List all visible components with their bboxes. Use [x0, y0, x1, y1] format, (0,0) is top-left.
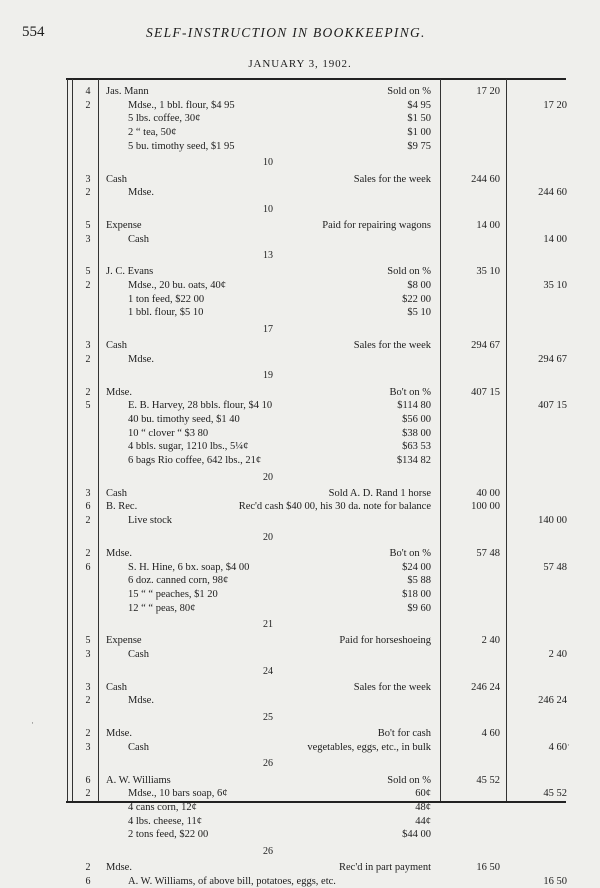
- debit-amount: 2 40: [481, 635, 500, 647]
- credit-amount: 45 52: [543, 788, 567, 800]
- explanation-text: Rec'd cash $40 00, his 30 da. note for balance: [238, 501, 431, 513]
- account-text: Mdse.: [128, 187, 154, 199]
- account-text: Cash: [128, 233, 149, 245]
- journal-line: [0, 862, 600, 874]
- ledger-ref: 4: [85, 86, 91, 97]
- journal-line: [0, 428, 600, 440]
- account-text: Cash: [106, 340, 127, 352]
- debit-amount: 246 24: [471, 681, 500, 693]
- account-text: Mdse., 10 bars soap, 6¢: [128, 788, 228, 800]
- journal-line: [0, 187, 600, 199]
- ledger-ref: 5: [85, 219, 91, 231]
- journal-line: [0, 589, 600, 601]
- entry-date: 10: [263, 203, 273, 215]
- ledger-ref: 2: [85, 515, 91, 527]
- debit-amount: 45 52: [476, 774, 500, 786]
- explanation-text: $18 00: [402, 588, 431, 600]
- debit-amount: 17 20: [476, 86, 500, 97]
- explanation-text: $44 00: [402, 829, 431, 841]
- explanation-text: Sold on %: [387, 86, 431, 97]
- ledger-ref: 5: [85, 400, 91, 412]
- account-text: 12 “ “ peas, 80¢: [128, 602, 196, 614]
- journal-line: [0, 742, 600, 754]
- ledger-ref: 6: [85, 501, 91, 513]
- explanation-text: 48¢: [415, 801, 431, 813]
- entry-date: 13: [263, 250, 273, 262]
- explanation-text: $4 95: [407, 99, 431, 111]
- journal-line: [0, 603, 600, 615]
- journal-line: [0, 414, 600, 426]
- journal-line: [0, 441, 600, 453]
- credit-amount: 294 67: [538, 353, 567, 365]
- entry-date: 20: [263, 531, 273, 543]
- credit-amount: 244 60: [538, 187, 567, 199]
- ledger-ref: 2: [85, 353, 91, 365]
- journal-line: [0, 113, 600, 125]
- ledger-ref: 3: [85, 681, 91, 693]
- journal-line: [0, 695, 600, 707]
- account-text: 2 tons feed, $22 00: [128, 829, 209, 841]
- journal-line: [0, 280, 600, 292]
- journal-line: [0, 307, 600, 319]
- running-head: SELF-INSTRUCTION IN BOOKKEEPING.: [146, 25, 426, 40]
- account-text: J. C. Evans: [106, 266, 154, 278]
- ledger-ref: 6: [85, 774, 91, 786]
- journal-date: JANUARY 3, 1902.: [248, 58, 352, 70]
- explanation-text: vegetables, eggs, etc., in bulk: [307, 741, 431, 753]
- account-text: 4 bbls. sugar, 1210 lbs., 5¼¢: [128, 441, 249, 453]
- credit-amount: 140 00: [538, 515, 567, 527]
- account-text: Mdse.: [128, 695, 154, 707]
- journal-line: [0, 174, 600, 186]
- account-text: Expense: [106, 219, 142, 231]
- explanation-text: $5 88: [407, 575, 431, 587]
- account-text: Mdse., 1 bbl. flour, $4 95: [128, 99, 235, 111]
- journal-line: [0, 387, 600, 399]
- journal-line: [0, 266, 600, 278]
- explanation-text: $38 00: [402, 427, 431, 439]
- ledger-ref: 6: [85, 875, 91, 887]
- journal-line: [0, 488, 600, 500]
- account-text: 6 doz. canned corn, 98¢: [128, 575, 229, 587]
- credit-amount: 17 20: [543, 99, 567, 111]
- explanation-text: Rec'd in part payment: [339, 862, 431, 873]
- explanation-text: Sold A. D. Rand 1 horse: [328, 487, 431, 499]
- ledger-ref: 3: [85, 173, 91, 185]
- account-text: Mdse.: [106, 547, 132, 559]
- credit-amount: 4 60: [548, 741, 567, 753]
- entry-date: 26: [263, 758, 273, 770]
- journal-line: [0, 682, 600, 694]
- debit-amount: 4 60: [481, 728, 500, 740]
- account-text: Mdse.: [106, 728, 132, 740]
- journal-line: [0, 400, 600, 412]
- journal-line: [0, 340, 600, 352]
- account-text: Cash: [128, 741, 149, 753]
- explanation-text: Sales for the week: [353, 340, 431, 352]
- explanation-text: Sales for the week: [353, 173, 431, 185]
- credit-amount: 14 00: [543, 233, 567, 245]
- explanation-text: $1 50: [407, 113, 431, 125]
- account-text: Mdse.: [106, 862, 132, 873]
- ledger-ref: 6: [85, 561, 91, 573]
- explanation-text: Sold on %: [387, 774, 431, 786]
- account-text: 15 “ “ peaches, $1 20: [128, 588, 218, 600]
- entry-date: 25: [263, 711, 273, 723]
- explanation-text: $9 75: [407, 140, 431, 152]
- account-text: Cash: [106, 487, 127, 499]
- credit-amount: 16 50: [543, 875, 567, 887]
- journal-line: [0, 728, 600, 740]
- journal-line: [0, 234, 600, 246]
- explanation-text: $114 80: [397, 400, 431, 412]
- debit-amount: 407 15: [471, 386, 500, 398]
- explanation-text: $8 00: [407, 280, 431, 291]
- account-text: Jas. Mann: [106, 86, 149, 97]
- entry-date: 20: [263, 471, 273, 483]
- account-text: Mdse., 20 bu. oats, 40¢: [128, 280, 226, 291]
- account-text: 5 lbs. coffee, 30¢: [128, 113, 201, 125]
- entry-date: 17: [263, 323, 273, 335]
- account-text: Cash: [106, 173, 127, 185]
- credit-amount: 57 48: [543, 561, 567, 573]
- journal-line: [0, 548, 600, 560]
- journal-line: [0, 775, 600, 787]
- explanation-text: Bo't for cash: [377, 728, 431, 740]
- account-text: S. H. Hine, 6 bx. soap, $4 00: [128, 561, 250, 573]
- entry-date: 21: [263, 619, 273, 631]
- account-text: 1 bbl. flour, $5 10: [128, 307, 204, 319]
- journal-line: [0, 788, 600, 800]
- ledger-ref: 2: [85, 547, 91, 559]
- account-text: 4 lbs. cheese, 11¢: [128, 815, 202, 827]
- ledger-ref: 2: [85, 99, 91, 111]
- account-text: 6 bags Rio coffee, 642 lbs., 21¢: [128, 455, 262, 466]
- explanation-text: $22 00: [402, 293, 431, 305]
- credit-amount: 2 40: [548, 649, 567, 660]
- journal-line: [0, 816, 600, 828]
- account-text: A. W. Williams: [106, 774, 171, 786]
- ledger-ref: 3: [85, 233, 91, 245]
- debit-amount: 16 50: [476, 862, 500, 873]
- ledger-ref: 2: [85, 187, 91, 199]
- explanation-text: $1 00: [407, 127, 431, 139]
- journal-line: [0, 515, 600, 527]
- entry-date: 24: [263, 665, 273, 677]
- debit-amount: 14 00: [476, 219, 500, 231]
- account-text: B. Rec.: [106, 501, 138, 513]
- account-text: 2 “ tea, 50¢: [128, 127, 177, 139]
- debit-amount: 40 00: [476, 487, 500, 499]
- account-text: Mdse.: [106, 386, 132, 398]
- debit-amount: 244 60: [471, 173, 500, 185]
- explanation-text: Bo't on %: [389, 547, 431, 559]
- journal-line: [0, 354, 600, 366]
- explanation-text: Sold on %: [387, 266, 431, 278]
- journal-line: [0, 100, 600, 112]
- account-text: 40 bu. timothy seed, $1 40: [128, 413, 240, 425]
- journal-line: [0, 501, 600, 513]
- ledger-ref: 5: [85, 266, 91, 278]
- account-text: Live stock: [128, 515, 173, 527]
- debit-amount: 57 48: [476, 547, 500, 559]
- ledger-ref: 2: [85, 280, 91, 291]
- journal-line: [0, 294, 600, 306]
- account-text: 5 bu. timothy seed, $1 95: [128, 140, 235, 152]
- ledger-ref: 2: [85, 728, 91, 740]
- page-speck: ·: [567, 740, 570, 750]
- journal-line: [0, 575, 600, 587]
- journal-line: [0, 127, 600, 139]
- account-text: Cash: [106, 681, 127, 693]
- explanation-text: $5 10: [407, 307, 431, 319]
- account-text: Mdse.: [128, 353, 154, 365]
- journal-line: [0, 802, 600, 814]
- ledger-ref: 2: [85, 695, 91, 707]
- ledger-ref: 3: [85, 487, 91, 499]
- explanation-text: Paid for horseshoeing: [339, 635, 431, 647]
- explanation-text: 44¢: [415, 815, 431, 827]
- journal-line: [0, 829, 600, 841]
- ledger-ref: 5: [85, 635, 91, 647]
- ledger-ref: 2: [85, 386, 91, 398]
- account-text: 4 cans corn, 12¢: [128, 801, 197, 813]
- explanation-text: Bo't on %: [389, 386, 431, 398]
- account-text: A. W. Williams, of above bill, potatoes, eggs, etc.: [128, 875, 336, 887]
- debit-amount: 294 67: [471, 340, 500, 352]
- explanation-text: $9 60: [407, 602, 431, 614]
- explanation-text: 60¢: [415, 788, 431, 800]
- ledger-ref: 2: [85, 862, 91, 873]
- explanation-text: $134 82: [396, 455, 431, 466]
- entry-date: 19: [263, 370, 273, 382]
- credit-amount: 246 24: [538, 695, 567, 707]
- debit-amount: 35 10: [476, 266, 500, 278]
- account-text: 1 ton feed, $22 00: [128, 293, 205, 305]
- account-text: Expense: [106, 635, 142, 647]
- journal-line: [0, 455, 600, 467]
- credit-amount: 35 10: [543, 280, 567, 291]
- explanation-text: $56 00: [402, 413, 431, 425]
- journal-line: [0, 649, 600, 661]
- explanation-text: Sales for the week: [353, 681, 431, 693]
- journal-line: [0, 86, 600, 98]
- credit-amount: 407 15: [538, 400, 567, 412]
- ledger-ref: 2: [85, 788, 91, 800]
- ledger-ref: 3: [85, 741, 91, 753]
- page-speck: ·: [31, 718, 34, 728]
- debit-amount: 100 00: [471, 501, 500, 513]
- journal-line: [0, 635, 600, 647]
- ledger-ref: 3: [85, 340, 91, 352]
- explanation-text: Paid for repairing wagons: [322, 219, 431, 231]
- account-text: 10 “ clover “ $3 80: [128, 427, 209, 439]
- journal-line: [0, 562, 600, 574]
- journal-line: [0, 876, 600, 888]
- journal-line: [0, 220, 600, 232]
- explanation-text: $24 00: [402, 561, 431, 573]
- entry-date: 26: [263, 845, 273, 857]
- journal-line: [0, 141, 600, 153]
- account-text: E. B. Harvey, 28 bbls. flour, $4 10: [128, 400, 273, 412]
- account-text: Cash: [128, 649, 149, 660]
- ledger-ref: 3: [85, 649, 91, 660]
- page-number: 554: [22, 24, 45, 40]
- explanation-text: $63 53: [402, 441, 431, 453]
- entry-date: 10: [263, 157, 273, 169]
